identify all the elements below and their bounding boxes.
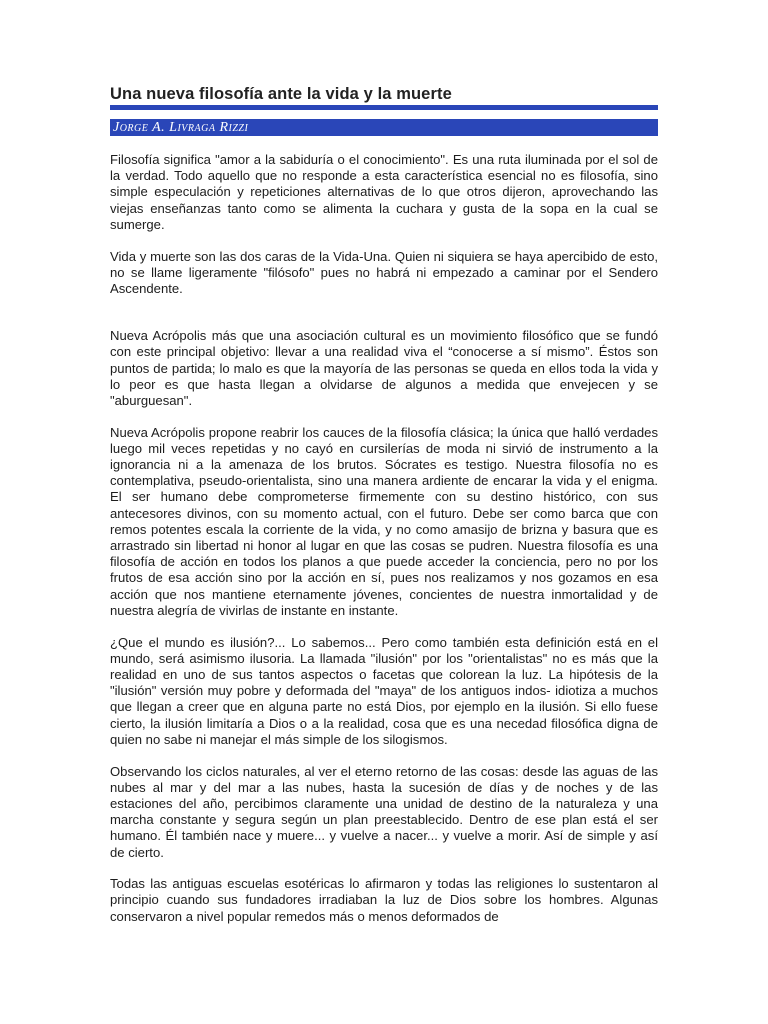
paragraph: Todas las antiguas escuelas esotéricas lo afirmaron y todas las religiones lo sustentaron al principio cuando sus fundadores irradiaban la luz de Dios sobre los hombres. Algunas conservaron a nivel popular remedos más o menos deformados de — [110, 876, 658, 924]
paragraph: Filosofía significa "amor a la sabiduría o el conocimiento". Es una ruta iluminada por el sol de la verdad. Todo aquello que no responde a esta característica esencial no es filosofía, sino simple especulación y repeticiones alternativas de lo que otros dijeron, aprovechando las viejas enseñanzas tanto como se alimenta la cuchara y gusta de la sopa en la cual se sumerge. — [110, 152, 658, 232]
paragraph: ¿Que el mundo es ilusión?... Lo sabemos... Pero como también esta definición está en el mundo, será asimismo ilusoria. La llamada "ilusión" por los "orientalistas" no es más que la realidad en uno de sus tantos aspectos o facetas que colorean la luz. La hipótesis de la "ilusión" versión muy pobre y deformada del "maya" de los antiguos indos- idiotiza a muchos que llegan a creer que en alguna parte no está Dios, por ejemplo en la ilusión. Si ello fuese cierto, la ilusión limitaría a Dios o a la realidad, cosa que es una necedad filosófica digna de quien no sabe ni manejar el más simple de los silogismos. — [110, 634, 658, 747]
title-underline-rule — [110, 105, 658, 110]
author-banner — [110, 119, 658, 136]
document-body — [110, 152, 658, 925]
document-title: Una nueva filosofía ante la vida y la muerte — [110, 85, 452, 103]
document-page — [110, 84, 658, 940]
paragraph: Nueva Acrópolis propone reabrir los cauces de la filosofía clásica; la única que halló verdades luego mil veces repetidas y no cayó en cursilerías de moda ni sirvió de instrumento a la ignorancia ni a la amenaza de los brutos. Sócrates es testigo. Nuestra filosofía no es contemplativa, pseudo-orientalista, sino una manera ardiente de encarar la vida y el enigma. El ser humano debe comprometerse firmemente con su destino histórico, con sus antecesores divinos, con su momento actual, con el futuro. Debe ser como barca que con remos potentes escala la corriente de la vida, y no como amasijo de brizna y basura que es arrastrado sin libertad ni honor al lugar en que las cosas se pudren. Nuestra filosofía es una filosofía de acción en todos los planos a que puede acceder la conciencia, pero no por los frutos de esa acción sino por la acción en sí, pues nos realizamos y nos gozamos en esa acción que nos mantiene eternamente jóvenes, concientes de nuestra inmortalidad y de nuestra alegría de vivirlas de instante en instante. — [110, 424, 658, 618]
paragraph: Vida y muerte son las dos caras de la Vida-Una. Quien ni siquiera se haya apercibido de esto, no se llame ligeramente "filósofo" pues no habrá ni empezado a caminar por el Sendero Ascendente. — [110, 248, 658, 296]
paragraph: Observando los ciclos naturales, al ver el eterno retorno de las cosas: desde las aguas de las nubes al mar y del mar a las nubes, hasta la sucesión de días y de noches y de las estaciones del año, percibimos claramente una unidad de destino de la naturaleza y una marcha constante y segura según un plan preestablecido. Dentro de ese plan está el ser humano. Él también nace y muere... y vuelve a nacer... y vuelve a morir. Así de simple y así de cierto. — [110, 763, 658, 860]
paragraph: Nueva Acrópolis más que una asociación cultural es un movimiento filosófico que se fundó con este principal objetivo: llevar a una realidad viva el “conocerse a sí mismo”. Éstos son puntos de partida; lo malo es que la mayoría de las personas se queda en ellos toda la vida y lo peor es que hasta llegan a olvidarse de algunos a medida que envejecen y se "aburguesan". — [110, 328, 658, 408]
author-name: Jorge A. Livraga Rizzi — [113, 120, 249, 135]
